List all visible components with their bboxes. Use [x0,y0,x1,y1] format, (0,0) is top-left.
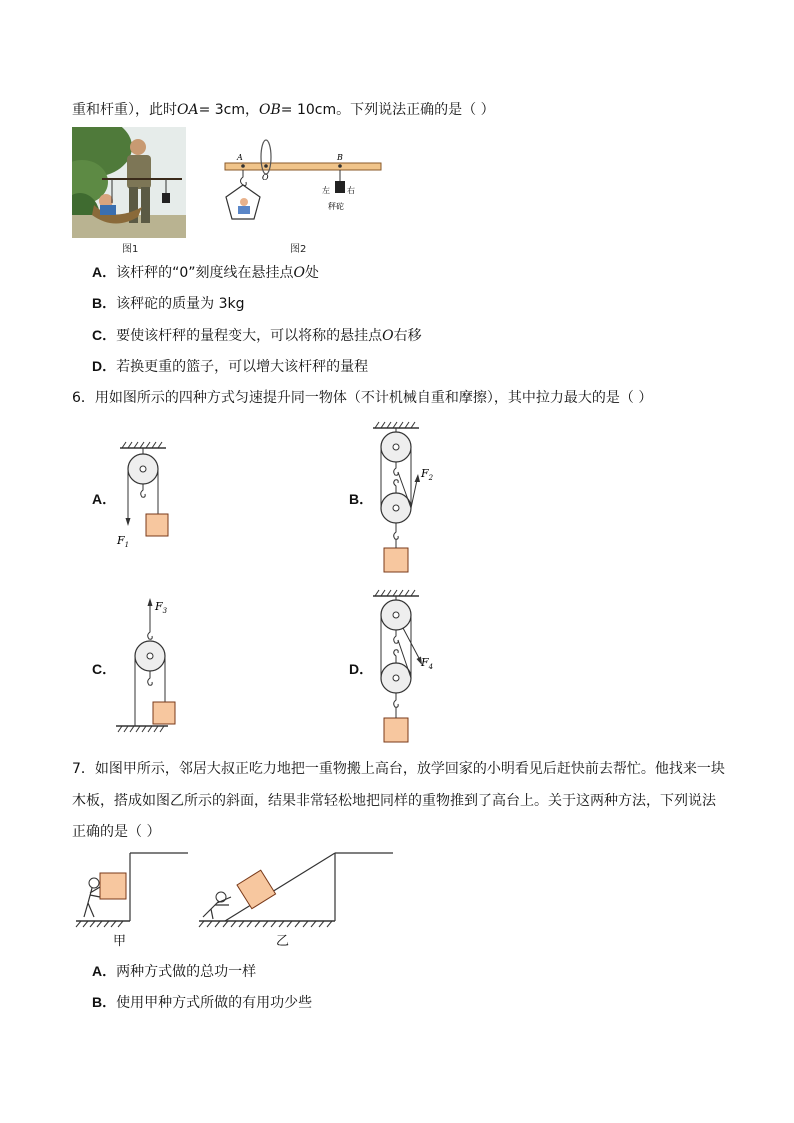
q7-option-b: B．使用甲种方式所做的有用功少些 [92,994,313,1011]
q7-stem-line3: 正确的是（ ） [72,824,161,840]
figure-1-photo [72,127,186,238]
q5-stem: 重和杆重），此时OA= 3cm，OB= 10cm。下列说法正确的是（ ） [72,102,495,118]
q5-option-a: A．该杆秤的“0”刻度线在悬挂点O处 [92,264,320,281]
q6-stem: 6．用如图所示的四种方式匀速提升同一物体（不计机械自重和摩擦），其中拉力最大的是（ ） [72,390,653,406]
q6-label-c: C． [92,661,117,677]
q7-figure-yi [195,845,400,935]
q7-stem-line2: 木板，搭成如图乙所示的斜面，结果非常轻松地把同样的重物推到了高台上。关于这两种方法，下列说法 [72,793,716,809]
q5-option-c: C．要使该杆秤的量程变大，可以将称的悬挂点O右移 [92,327,422,344]
q6-label-b: B． [349,491,374,507]
label-b: B [337,153,343,162]
oa-variable: OA [177,102,199,118]
q6-label-d: D． [349,661,374,677]
q7-figure-jia [70,845,200,935]
q7-caption-yi: 乙 [276,934,290,949]
q6-figure-b [365,420,465,580]
ob-variable: OB [259,102,281,118]
force-f2: $F_2$ [421,467,434,482]
q6-figure-c [110,596,210,738]
force-f4: $F_4$ [421,656,434,671]
q6-label-a: A． [92,491,117,507]
q7-option-a: A．两种方式做的总功一样 [92,963,257,980]
force-f1: $F_1$ [117,534,130,549]
label-weight: 秤砣 [328,202,344,211]
figure-2-steelyard [210,135,400,235]
q6-figure-a [110,440,210,552]
figure-2-caption: 图2 [290,244,307,255]
label-o: O [262,173,269,182]
label-right: 右 [347,186,355,195]
q5-option-b: B．该秤砣的质量为 3kg [92,295,245,312]
label-left: 左 [322,186,330,195]
q7-caption-jia: 甲 [113,934,127,949]
force-f3: $F_3$ [155,600,168,615]
q7-stem-line1: 7．如图甲所示，邻居大叔正吃力地把一重物搬上高台，放学回家的小明看见后赶快前去帮忙。他找来一块 [72,761,725,777]
figure-1-caption: 图1 [122,244,139,255]
q6-figure-d [365,588,465,748]
q5-option-d: D．若换更重的篮子，可以增大该杆秤的量程 [92,358,369,375]
label-a: A [237,153,243,162]
